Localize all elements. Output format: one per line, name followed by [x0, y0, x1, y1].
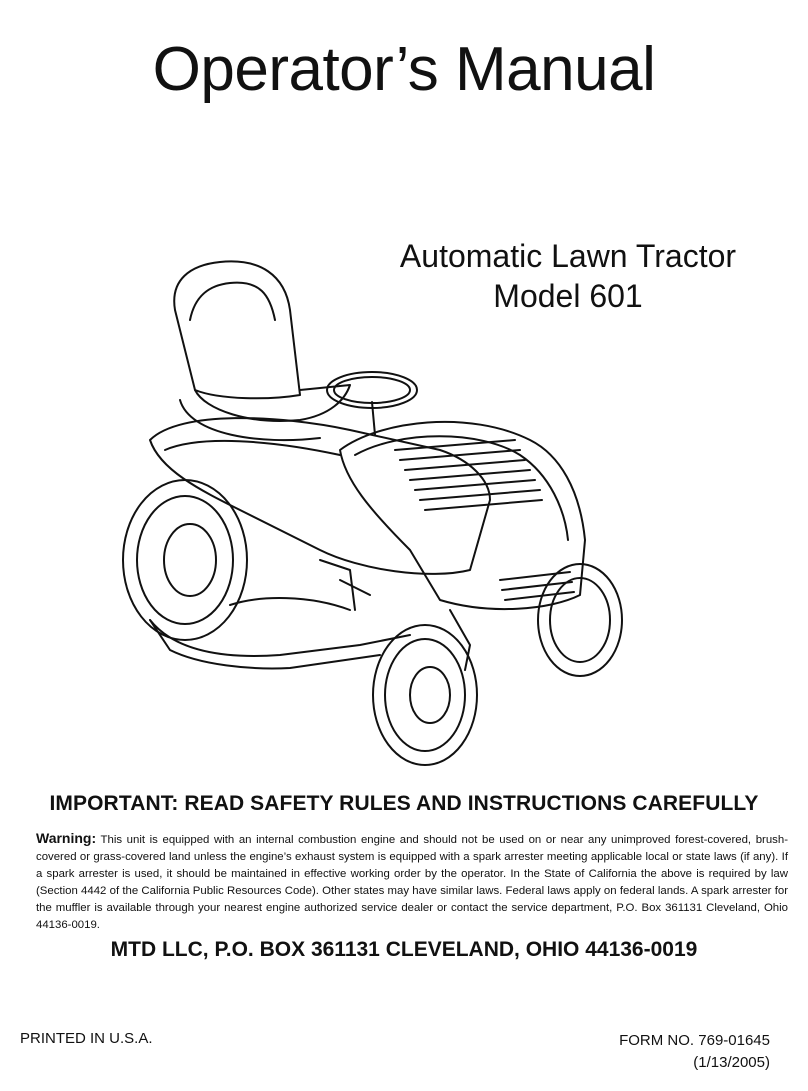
- warning-text: This unit is equipped with an internal combustion engine and should not be used on or near any unimproved forest-covered, brush-covered or grass-covered land unless the engine’s exhaust system is equipped with a spark arrester meeting applicable local or state laws (if any). If a spark arrester is used, it should be maintained in effective working order by the operator. In the State of California the above is required by law (Section 4442 of the California Public Resources Code). Other states may have similar laws. Federal laws apply on federal lands. A spark arrester for the muffler is available through your nearest engine authorized service dealer or contact the service department, P.O. Box 361131 Cleveland, Ohio 44136-0019.: [36, 834, 788, 931]
- warning-label: Warning:: [36, 830, 97, 846]
- form-info: [619, 1030, 770, 1074]
- form-number: FORM NO. 769-01645: [619, 1032, 770, 1049]
- product-line: Automatic Lawn Tractor: [399, 238, 737, 274]
- company-address: MTD LLC, P.O. BOX 361131 CLEVELAND, OHIO 44136-0019: [110, 938, 698, 961]
- form-date: (1/13/2005): [693, 1054, 770, 1071]
- lawn-tractor-icon: [110, 250, 670, 790]
- printed-in: PRINTED IN U.S.A.: [20, 1030, 153, 1047]
- warning-paragraph: [36, 830, 788, 934]
- model-number: Model 601: [493, 278, 643, 314]
- important-heading: IMPORTANT: READ SAFETY RULES AND INSTRUCTIONS CAREFULLY: [49, 792, 759, 815]
- page-title: Operator’s Manual: [152, 35, 656, 104]
